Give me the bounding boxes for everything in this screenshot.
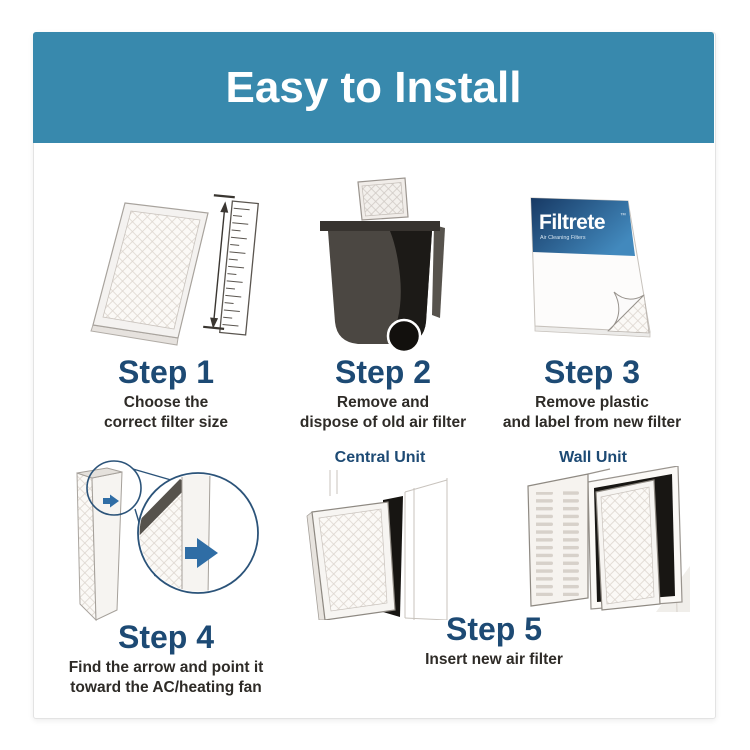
- brand-trademark: ™: [620, 213, 626, 219]
- step-5-block: [382, 612, 606, 670]
- step-4-block: [54, 620, 278, 698]
- inserted-filter-icon: [307, 502, 395, 620]
- step-4-caption-line-2: toward the AC/heating fan: [70, 679, 262, 696]
- wall-unit-icon: [506, 466, 690, 612]
- step-2-title: Step 2: [334, 354, 432, 390]
- step-3-caption-line-1: Remove plastic: [535, 394, 649, 411]
- central-unit-icon: [304, 470, 462, 620]
- central-unit-label: Central Unit: [334, 449, 426, 466]
- step-5-title: Step 5: [445, 611, 543, 647]
- step-3-caption-line-2: and label from new filter: [502, 414, 682, 431]
- step-2-caption-line-1: Remove and: [336, 394, 430, 411]
- brand-logo-text: Filtrete: [539, 211, 606, 234]
- step1-filter-ruler-illustration: [78, 192, 273, 352]
- step2-trash-bin-illustration: [312, 176, 447, 354]
- step-1-caption-line-1: Choose the: [123, 394, 209, 411]
- step-5-caption-line-1: Insert new air filter: [425, 651, 563, 668]
- step-3-title: Step 3: [543, 354, 641, 390]
- filtrete-package-icon: [524, 192, 659, 342]
- step-1-block: [55, 355, 277, 433]
- step-1-title: Step 1: [117, 354, 215, 390]
- ruler-icon: [201, 195, 259, 335]
- old-filter-icon: [358, 178, 408, 220]
- step-4-title: Step 4: [117, 619, 215, 655]
- bin-lid-icon: [432, 225, 445, 318]
- step3-package-illustration: [524, 192, 659, 342]
- bin-body-icon: [320, 221, 440, 344]
- step-3-block: [481, 355, 703, 433]
- new-filter-in-vent-icon: [596, 480, 660, 610]
- step4-arrow-direction-illustration: [70, 454, 300, 622]
- step-1-caption-line-2: correct filter size: [103, 414, 229, 431]
- header-band: [33, 32, 714, 143]
- step-2-block: [272, 355, 494, 433]
- brand-subtitle-text: Air Cleaning Filters: [540, 235, 586, 241]
- step5-central-unit-illustration: [304, 470, 462, 620]
- page-title: Easy to Install: [225, 62, 522, 112]
- standing-filter-icon: [77, 468, 122, 620]
- step-4-caption-line-1: Find the arrow and point it: [68, 659, 264, 676]
- filter-airflow-arrow-icon: [70, 454, 300, 622]
- new-filter-panel-icon: [91, 203, 208, 345]
- filter-with-ruler-icon: [78, 192, 273, 352]
- bin-wheel-icon: [388, 320, 420, 352]
- step-2-caption-line-2: dispose of old air filter: [299, 414, 467, 431]
- step5-wall-unit-illustration: [506, 466, 690, 612]
- trash-bin-icon: [312, 176, 447, 354]
- wall-unit-label: Wall Unit: [559, 449, 627, 466]
